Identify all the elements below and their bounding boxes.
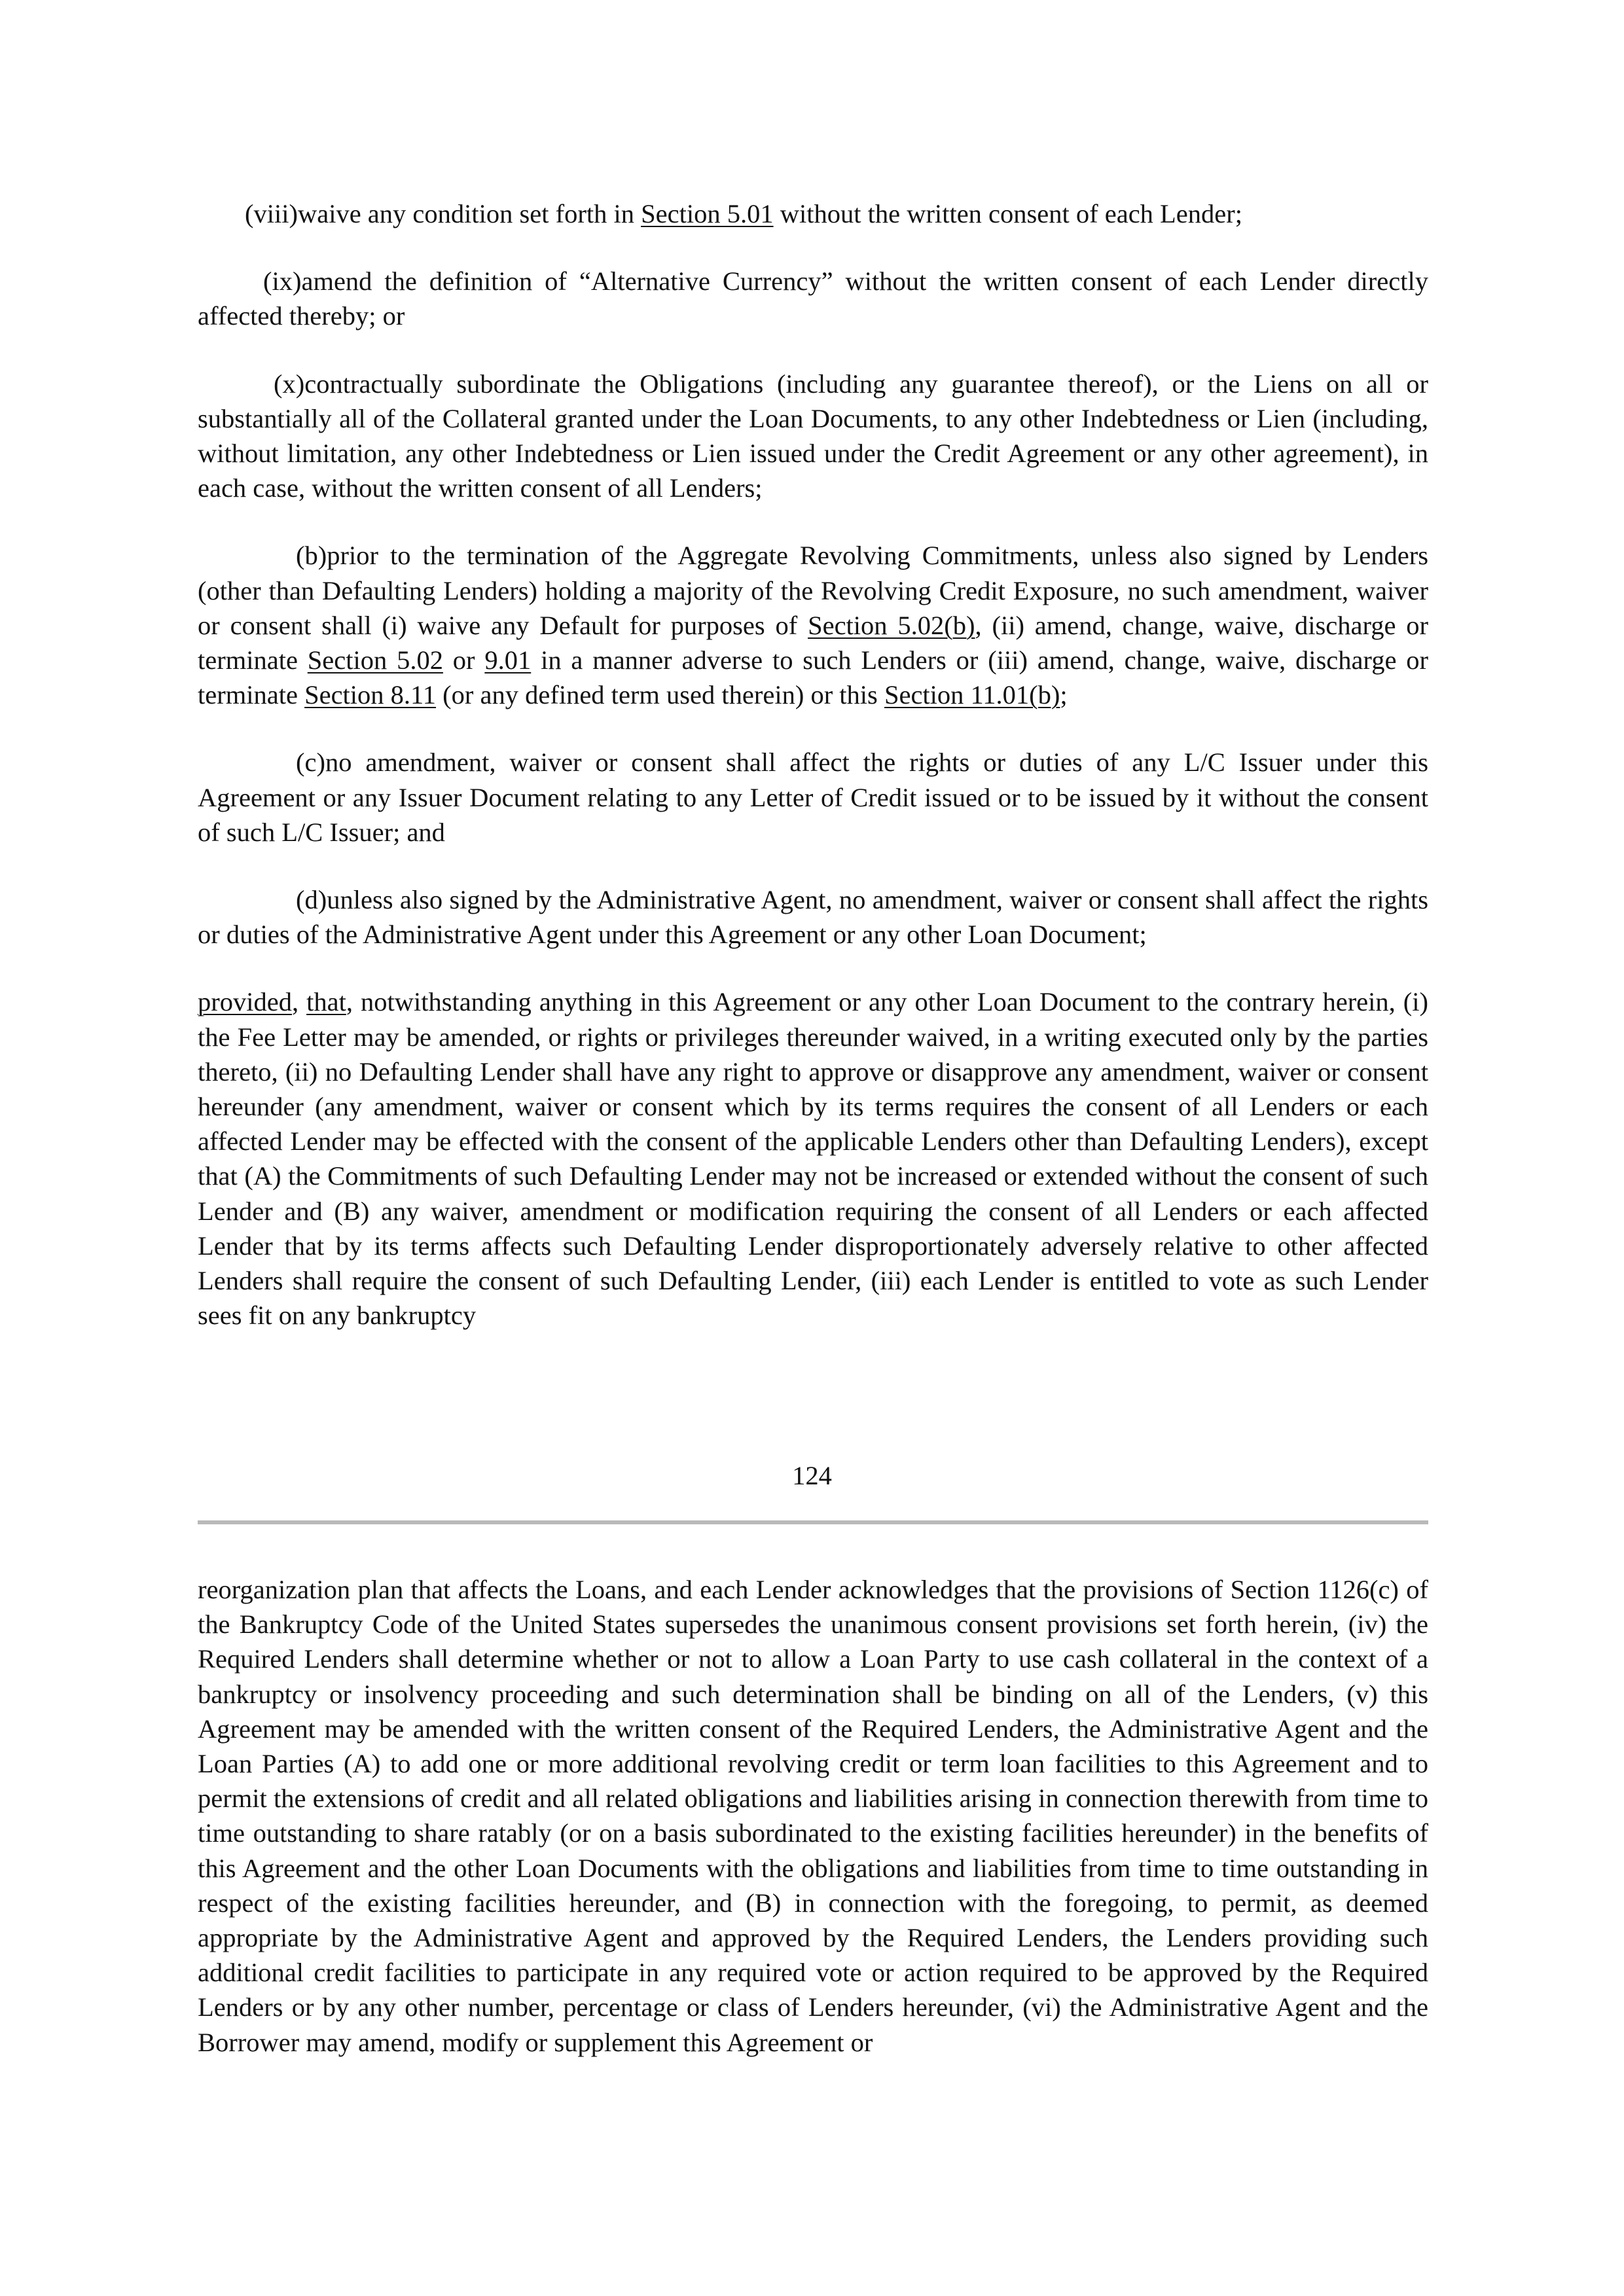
continued-paragraph bbox=[198, 1572, 1428, 2060]
section-8-11-reference: Section 8.11 bbox=[304, 680, 437, 710]
clause-b-text-1: (b)prior to the termination of the Aggregate Revolving Commitments, unless also signed by Lenders (other than Defaulting Lenders) holding a majority of the Revolving Credit Exposure, no such amendment, waiver or consent shall (i) waive any Default for purposes of bbox=[198, 541, 1428, 640]
proviso-text: , notwithstanding anything in this Agreement or any other Loan Document to the contrary herein, (i) the Fee Letter may be amended, or rights or privileges thereunder waived, in a writing executed only by the parties thereto, (ii) no Defaulting Lender shall have any right to approve or disapprove any amendment, waiver or consent hereunder (any amendment, waiver or consent which by its terms requires the consent of all Lenders or each affected Lender may be effected with the consent of the applicable Lenders other than Defaulting Lenders), except that (A) the Commitments of such Defaulting Lender may not be increased or extended without the consent of such Lender and (B) any waiver, amendment or modification requiring the consent of all Lenders or each affected Lender that by its terms affects such Defaulting Lender disproportionately adversely relative to other affected Lenders shall require the consent of such Defaulting Lender, (iii) each Lender is entitled to vote as such Lender sees fit on any bankruptcy bbox=[198, 987, 1428, 1331]
continued-paragraph-text: reorganization plan that affects the Loans, and each Lender acknowledges that the provisions of Section 1126(c) of the Bankruptcy Code of the United States supersedes the unanimous consent provisions set forth herein, (iv) the Required Lenders shall determine whether or not to allow a Loan Party to use cash collateral in the context of a bankruptcy or insolvency proceeding and such determination shall be binding on all of the Lenders, (v) this Agreement may be amended with the written consent of the Required Lenders, the Administrative Agent and the Loan Parties (A) to add one or more additional revolving credit or term loan facilities to this Agreement and to permit the extensions of credit and all related obligations and liabilities arising in connection therewith from time to time outstanding to share ratably (or on a basis subordinated to the existing facilities hereunder) in the benefits of this Agreement and the other Loan Documents with the obligations and liabilities from time to time outstanding in respect of the existing facilities hereunder, and (B) in connection with the foregoing, to permit, as deemed appropriate by the Administrative Agent and approved by the Required Lenders, the Lenders providing such additional credit facilities to participate in any required vote or action required to be approved by the Required Lenders or by any other number, percentage or class of Lenders hereunder, (vi) the Administrative Agent and the Borrower may amend, modify or supplement this Agreement or bbox=[198, 1575, 1428, 2057]
page-number: 124 bbox=[792, 1461, 832, 1490]
section-9-01-reference: 9.01 bbox=[484, 645, 532, 675]
clause-d-text: (d)unless also signed by the Administrative Agent, no amendment, waiver or consent shall affect the rights or duties of the Administrative Agent under this Agreement or any other Loan Document; bbox=[198, 885, 1428, 950]
clause-b-text-3: or bbox=[442, 645, 485, 675]
section-11-01b-reference: Section 11.01(b) bbox=[884, 680, 1060, 710]
that-term: that bbox=[306, 987, 346, 1017]
clause-ix-text: (ix)amend the definition of “Alternative Currency” without the written consent of each Lender directly affected thereby; or bbox=[198, 266, 1428, 331]
section-5-02-reference: Section 5.02 bbox=[307, 645, 443, 675]
section-5-02b-reference: Section 5.02(b) bbox=[808, 610, 975, 640]
clause-c bbox=[198, 745, 1428, 850]
provided-term: provided bbox=[198, 987, 292, 1017]
proviso-paragraph bbox=[198, 984, 1428, 1333]
clause-viii bbox=[198, 196, 1428, 231]
clause-b bbox=[198, 538, 1428, 712]
clause-b-text-5: (or any defined term used therein) or this bbox=[436, 680, 884, 710]
clause-b-text-2: , (ii) amend, change, waive, discharge or terminate bbox=[198, 610, 1428, 675]
clause-x-text: (x)contractually subordinate the Obligations (including any guarantee thereof), or the Liens on all or substantially all of the Collateral granted under the Loan Documents, to any other Indebtedness or Lien (including, without limitation, any other Indebtedness or Lien issued under the Credit Agreement or any other agreement), in each case, without the written consent of all Lenders; bbox=[198, 368, 1428, 503]
clause-b-text-6: ; bbox=[1060, 680, 1068, 710]
clause-d bbox=[198, 882, 1428, 952]
page-break-divider bbox=[198, 1520, 1428, 1524]
clause-b-text-4: in a manner adverse to such Lenders or (iii) amend, change, waive, discharge or terminate bbox=[198, 645, 1428, 710]
clause-viii-text-2: without the written consent of each Lender; bbox=[773, 199, 1242, 228]
proviso-separator: , bbox=[291, 987, 307, 1017]
clause-viii-text-1: (viii)waive any condition set forth in bbox=[245, 199, 641, 228]
clause-c-text: (c)no amendment, waiver or consent shall affect the rights or duties of any L/C Issuer under this Agreement or any Issuer Document relating to any Letter of Credit issued or to be issued by it without the consent of such L/C Issuer; and bbox=[198, 747, 1428, 847]
page-124-body bbox=[198, 196, 1428, 1365]
clause-ix bbox=[198, 264, 1428, 333]
section-5-01-reference: Section 5.01 bbox=[641, 199, 774, 228]
clause-x bbox=[198, 367, 1428, 506]
page-125-body bbox=[198, 1572, 1428, 2092]
